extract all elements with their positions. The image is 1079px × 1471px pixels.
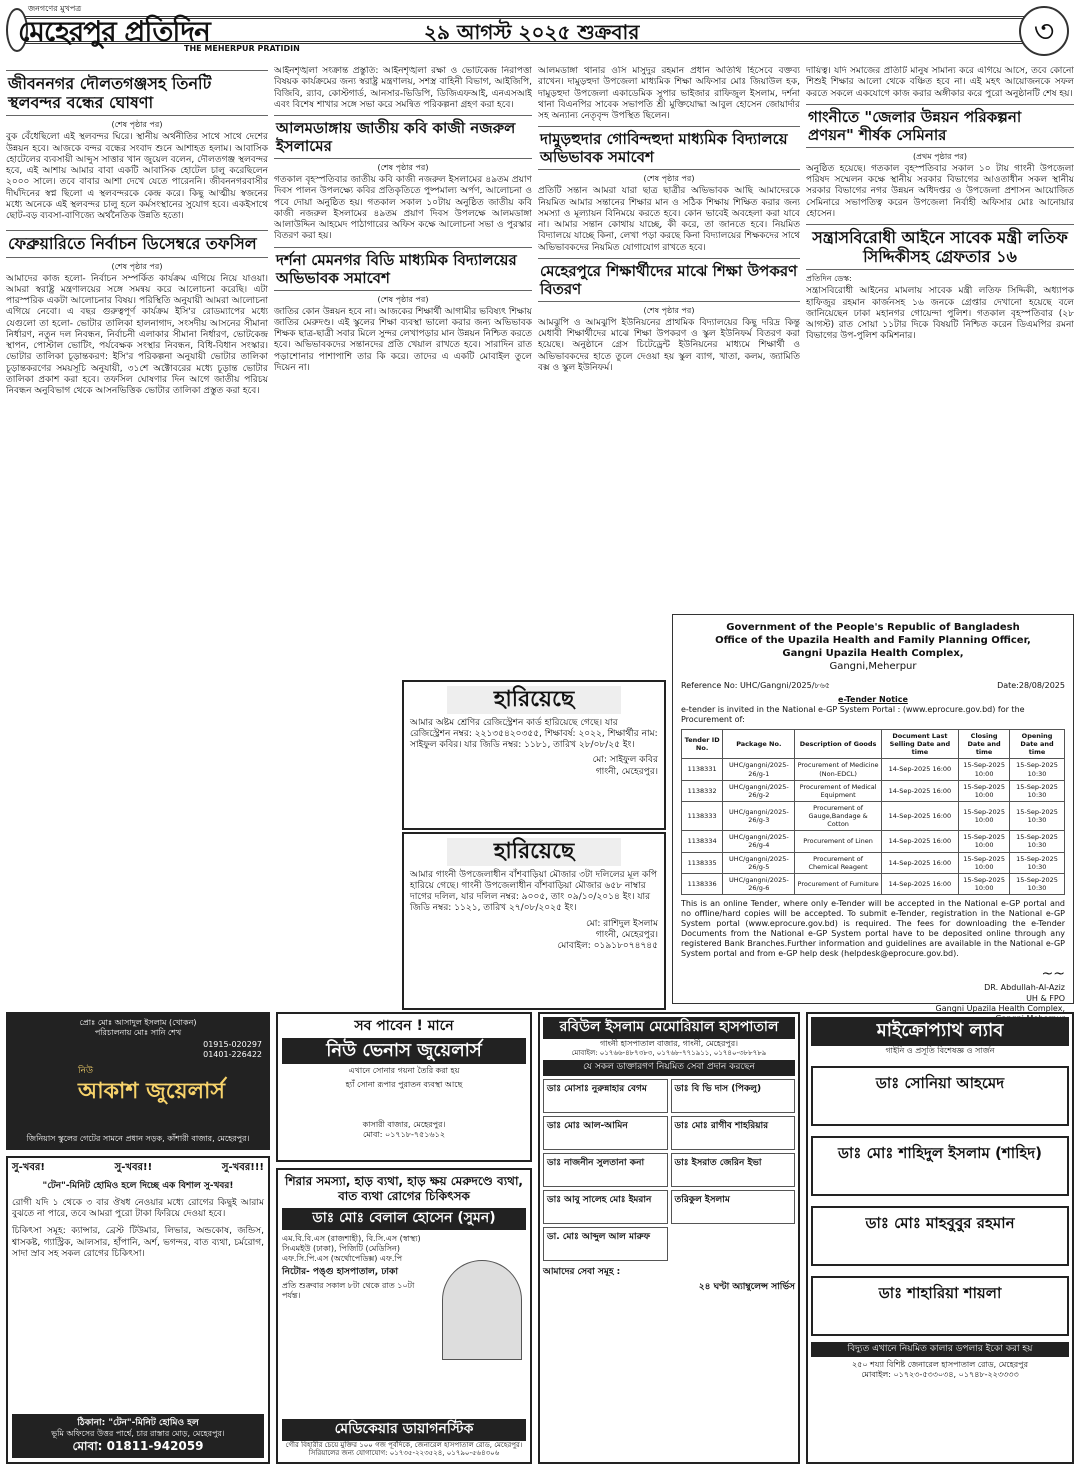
masthead: [4, 2, 1075, 60]
notice-date: Date:28/08/2025: [997, 681, 1065, 690]
article-body: প্রতিটি সন্তান আমরা যারা ছাত্র ছাত্রীর অভিভাবক আছি আমাদেরকে নিয়মিত আমার সন্তানের শিক্ষার মান ও সঠিক শিক্ষায় শিক্ষিত করার জন্য সমস্যা ও মূল্যায়ন বিনিময়ে করতে হবে। কোন ভাবেই অবহেলা করা যাবে না। আমার সন্তান কোথায় যাচ্ছে, কী করে, তা জানতে হবে। নিয়মিত বিদ্যালয়ে যাচ্ছে কিনা, লেখা পড়া করছে কিনা বিদ্যালয়ের শিক্ষকদের সাথে অভিভাবকদের নিয়মিত যোগাযোগ রাখতে হবে।: [538, 186, 800, 253]
headline-darshana-school[interactable]: দর্শনা মেমনগর বিডি মাধ্যমিক বিদ্যালয়ের অভিভাবক সমাবেশ: [274, 247, 532, 291]
table-row: [682, 831, 1065, 852]
article-body: সন্ত্রাসবিরোধী আইনের মামলায় সাবেক মন্ত্রী লতিফ সিদ্দিকী, অধ্যাপক হাফিজুর রহমান কার্জনসহ ১৬ জনকে গ্রেপ্তার দেখানো হয়েছে বলে জানিয়েছেন ঢাকা মহানগর গোয়েন্দা পুলিশ। গতকাল বৃহস্পতিবার (২৮ আগস্ট) রাত সোয়া ১১টার দিকে বিষয়টি নিশ্চিত করেন ডিএমপির রমনা বিভাগের উপ-পুলিশ কমিশনার।: [806, 286, 1074, 342]
lost-signer: মো: সাইফুল কবির: [592, 755, 658, 766]
complex-title: Gangni Upazila Health Complex,: [782, 648, 964, 659]
table-cell: 14-Sep-2025 16:00: [881, 852, 958, 873]
article-body: বুক বেঁধেছিলো এই স্থলবন্দর ঘিরে। স্থানীয় অর্থনীতির সাথে সাথে দেশের উন্নয়ন হবে। আজকে বন্দর বন্ধের সংবাদ শুনে আশাহত হলাম। আবাসিক হোটেলের ব্যবসায়ী আব্দুস সাত্তার খান জুয়েল বলেন, দৌলতগঞ্জ স্থলবন্দর হবে, এই আশায় আমার বাবা একটি আবাসিক হোটেল চালু করেছিলেন ২০০০ সালে। তবে বাবার আশা দেখে যেতে পারেননি। জীবননগরবাসীর দীর্ঘদিনের স্বপ্ন ছিলো এ স্থলবন্দরকে কেন্দ্র করে। কিছু আত্মীয় স্বজনের মধ্যে অনেকে এই স্থলবন্দর চালু হলে কর্মসংস্থানের সুযোগ হবে। একইসাথে ছোট-বড় ব্যবসা-বাণিজ্যে অর্থনৈতিক উন্নতি হতো।: [6, 132, 268, 222]
continued-note: (শেষ পৃষ্ঠার পর): [111, 120, 163, 130]
gov-title: Government of the People's Republic of Bangladesh: [726, 622, 1020, 633]
ad-phone-1: 01915-020297: [203, 1040, 262, 1049]
ad-lab-sub: গাইনি ও প্রসূতি বিশেষজ্ঞ ও সার্জন: [885, 1045, 995, 1055]
table-row: [682, 759, 1065, 780]
office-title: Office of the Upazila Health and Family Planning Officer,: [715, 635, 1031, 646]
ad-doctor-card: ডা. মোঃ আব্দুল আল মারুফ: [543, 1227, 668, 1261]
tender-table: [681, 729, 1065, 895]
ad-good-news-2: সু-খবর!!: [114, 1162, 153, 1173]
ad-lab-doctors: [811, 1066, 1069, 1336]
table-cell: UHC/gangni/2025-26/g-2: [723, 780, 795, 801]
table-cell: Procurement of Gauge,Bandage & Cotton: [795, 801, 881, 830]
lost-title: হারিয়েছে: [447, 686, 621, 714]
ad-doctor-card: ডাঃ মোসাঃ নুরুন্নাহার বেগম: [543, 1079, 668, 1113]
ad-doctor-card: ডাঃ মোঃ রাগীব শাহরিয়ার: [671, 1116, 796, 1150]
notice-footer: This is an online Tender, where only e-Tender will be accepted in the National e-GP portal and no offline/hard copies will be accepted. To submit e-Tender, registration in the National e-GP System portal (www.eprocure.gov.bd) is required. The fees for downloading the e-Tender Documents from the National e-GP System portal have to be deposited online through any registered Bank Branches.Further information and guidelines are available in the National e-GP System portal and from e-GP help desk (helpdesk@eprocure.gov.bd).: [681, 899, 1065, 958]
ad-doctor-card: ডাঃ মোঃ আল-আমিন: [543, 1116, 668, 1150]
continued-note: (প্রথম পৃষ্ঠার পর): [912, 151, 968, 161]
table-row: [682, 873, 1065, 894]
headline-election[interactable]: ফেব্রুয়ারিতে নির্বাচন ডিসেম্বরে তফসিল: [6, 230, 268, 257]
ad-contact: মোবা: ০১৭১৮-৭৫১৬১২: [362, 1130, 446, 1139]
table-cell: 15-Sep-2025 10:30: [1010, 759, 1065, 780]
table-cell: Procurement of Furniture: [795, 873, 881, 894]
table-header-row: [682, 730, 1065, 759]
signature-mark: ~~: [1041, 966, 1065, 982]
article-body: আলমডাঙ্গা থানার ওসি মাসুদুর রহমান প্রধান অতিথি হিসেবে বক্তব্য রাখেন। দামুড়হুদা উপজেলা মাধ্যমিক শিক্ষা অফিসার মোঃ জিয়াউল হক, দামুড়হুদা উপজেলা একাডেমিক সুপার ভাইজার রাফিজুল ইসলাম, দর্শনা থানা বিএনপির সাবেক সভাপতি শ্রী মুক্তিযোদ্ধা আবুল হোসেন জোয়ার্দার সহ অন্যান্য নেতৃবৃন্দ উপস্থিত ছিলেন।: [538, 66, 800, 121]
desk-note: প্রতিদিন ডেস্ক:: [806, 274, 852, 284]
ad-phone: মোবা: 01811-942059: [72, 1439, 204, 1453]
ad-lab-doctor: ডাঃ শাহারিয়া শায়লা: [811, 1276, 1069, 1336]
table-cell: 15-Sep-2025 10:00: [959, 759, 1010, 780]
article-body: আইনশৃঙ্খলা সংক্রান্ত প্রস্তুতি: আইনশৃঙ্খলা রক্ষা ও ভোটকেন্দ্র নিরাপত্তা বিষয়ক কার্যক্রমের জন্য স্বরাষ্ট্র মন্ত্রণালয়, সশস্ত্র বাহিনী বিভাগ, আইজিপি, বিজিবি, র‍্যাব, কোস্টগার্ড, আনসার-ভিডিপি, ডিজিএফআই, এনএসআই এবং বিশেষ শাখার সঙ্গে সভা করে সমন্বিত পরিকল্পনা গ্রহণ করা হবে।: [274, 66, 532, 110]
ad-doctor-card: ডাঃ আবু সালেহ মোঃ ইমরান: [543, 1190, 668, 1224]
ad-line-1: এখানে সোনার গয়না তৈরি করা হয়: [348, 1066, 460, 1075]
ad-degrees: এম.বি.বি.এস (রাজশাহী), বি.সি.এস (স্বাস্থ্য) সিএমইউ (ঢাকা), পিজিটি (মেডিসিন) এফ.সি.পি.এস (অর্থোপেডিক্স) এফ.পি: [282, 1233, 421, 1263]
continued-note: (শেষ পৃষ্ঠার পর): [643, 305, 695, 315]
ad-lab-footer: ২৫০ শয্যা বিশিষ্ট জেনারেল হাসপাতাল রোড, মেহেরপুর: [851, 1359, 1029, 1369]
ad-headline: শিরার সমস্যা, হাড় ব্যথা, হাড় ক্ষয় মেরুদণ্ডে ব্যথা, বাত ব্যথা রোগের চিকিৎসক: [285, 1174, 523, 1203]
table-cell: 1138332: [682, 780, 723, 801]
headline-nazrul[interactable]: আলমডাঙ্গায় জাতীয় কবি কাজী নজরুল ইসলামের: [274, 115, 532, 159]
lost-place: গাংনী, মেহেরপুর।: [595, 766, 658, 777]
ad-good-news-1: সু-খবর!: [12, 1162, 45, 1173]
ad-clinic: মেডিকেয়ার ডায়াগনস্টিক: [282, 1419, 526, 1441]
ad-body: রোগী যদি ১ থেকে ৩ বার ঔষধ নেওয়ার মধ্যে রোগের কিছুই আরাম বুঝতে না পারে, তবে আমরা পুরো টাকা ফিরিয়ে দেওয়া হবে।: [12, 1197, 264, 1219]
table-cell: UHC/gangni/2025-26/g-1: [723, 759, 795, 780]
ad-top: সব পাবেন ! মানে: [354, 1018, 454, 1034]
ad-sub: পরিচালনায় মোঃ সানি শেখ: [94, 1028, 182, 1037]
table-header-cell: Opening Date and time: [1010, 730, 1065, 759]
continued-note: (শেষ পৃষ্ঠার পর): [643, 174, 695, 184]
ad-lab-doctor: ডাঃ মোঃ মাহবুবুর রহমান: [811, 1206, 1069, 1266]
ad-services-title: আমাদের সেবা সমূহ :: [543, 1266, 621, 1277]
table-cell: Procurement of Medical Equipment: [795, 780, 881, 801]
ad-hospital-address: গাংনী হাসপাতাল বাজার, গাংনী, মেহেরপুর।: [599, 1038, 739, 1048]
lost-body: আমার গাংনী উপজেলাধীন বাঁশবাড়িয়া মৌজার ৩টা দলিলের মূল কপি হারিয়ে গেছে। গাংনী উপজেলাধীন বাঁশবাড়িয়া মৌজার ৬৫৮ নাম্বার দাগের দলিল, যার দলিল নম্বর: ৯০০৫, তাং ০৯/১০/২০১৪ ইং। যার জিডি নম্বর: ১১২১, তারিখ ২৭/০৮/২০২৫ ইং।: [410, 869, 658, 914]
ad-line-2: হ্যাঁ সোনা রূপার পুরাতন ব্যবস্থা আছে: [345, 1080, 463, 1089]
table-cell: UHC/gangni/2025-26/g-3: [723, 801, 795, 830]
table-body: [682, 759, 1065, 895]
article-body: দায়িত্ব। যদি সমাজের প্রতিটি মানুষ সামান্য করে এগিয়ে আসে, তবে কোনো শিশুই শিক্ষার আলো থেকে বঞ্চিত হবে না। এই মহৎ আয়োজনকে সফল করতে সকলে একযোগে কাজ করার অঙ্গীকার করে পুরো অনুষ্ঠানটি শেষ হয়।: [806, 66, 1074, 99]
doctor-photo: [442, 1260, 522, 1360]
headline-education-materials[interactable]: মেহেরপুরে শিক্ষার্থীদের মাঝে শিক্ষা উপকরণ বিতরণ: [538, 258, 800, 302]
column-3: [538, 66, 800, 606]
town-title: Gangni,Meherpur: [829, 661, 917, 672]
ad-lab-doctor: ডাঃ সোনিয়া আহমেদ: [811, 1066, 1069, 1126]
ad-good-news-3: সু-খবর!!!: [221, 1162, 264, 1173]
headline-arrest[interactable]: সন্ত্রাসবিরোধী আইনে সাবেক মন্ত্রী লতিফ সিদ্দিকীসহ গ্রেফতার ১৬: [806, 224, 1074, 270]
ad-address: জিনিয়াস স্কুলের গেটের সামনে প্রধান সড়ক, কাঁশারী বাজার, মেহেরপুর।: [26, 1134, 250, 1143]
ad-doctor-card: ডাঃ ইসরাত জেরিন ইভা: [671, 1153, 796, 1187]
reference-number: Reference No: UHC/Gangni/2025/৮৬৫: [681, 681, 830, 690]
ad-phone-2: 01401-226422: [203, 1050, 262, 1059]
ad-hospital-phone: মোবাইল: ০১৭৬৬-৪৮৭৩৮৩, ০১৭৬৮-৭৭১৯১১, ০১৭৪০-৩৮৮৭৮৯: [571, 1048, 767, 1057]
table-cell: 15-Sep-2025 10:00: [959, 873, 1010, 894]
ad-lab-name: মাইক্রোপ্যাথ ল্যাব: [811, 1017, 1069, 1046]
table-cell: 14-Sep-2025 16:00: [881, 831, 958, 852]
lost-place: গাংনী, মেহেরপুর।: [595, 929, 658, 940]
table-header-cell: Document Last Selling Date and time: [881, 730, 958, 759]
article-body: অনুষ্ঠিত হয়েছে। গতকাল বৃহস্পতিবার সকাল ১০ টায় গাংনী উপজেলা পরিষদ সম্মেলন কক্ষে স্থানীয় সরকার বিভাগের আওতাধীন সকল স্থানীয় সরকার বিভাগের নগর উন্নয়ন অধিদপ্তর ও উপজেলা প্রশাসন আয়োজিত সেমিনারে সভাপতিত্ব করেন উপজেলা নির্বাহী অফিসার মোঃ আনোয়ার হোসেন।: [806, 163, 1074, 219]
ad-time: প্রতি শুক্রবার সকাল ৮টা থেকে রাত ১০টা পর্যন্ত।: [282, 1280, 415, 1300]
ad-venus-jewellers: [276, 1012, 532, 1162]
continued-note: (শেষ পৃষ্ঠার পর): [111, 261, 163, 271]
table-header-cell: Closing Date and time: [959, 730, 1010, 759]
lost-title: হারিয়েছে: [447, 838, 621, 866]
table-cell: 15-Sep-2025 10:00: [959, 852, 1010, 873]
table-header-cell: Tender ID No.: [682, 730, 723, 759]
ad-micropath-lab: [806, 1012, 1074, 1464]
ad-address-title: ঠিকানা: "টেন"-মিনিট হোমিও হল: [77, 1417, 199, 1428]
table-cell: Procurement of Medicine (Non-EDCL): [795, 759, 881, 780]
table-cell: Procurement of Linen: [795, 831, 881, 852]
ad-doctor-name: ডাঃ মোঃ বেলাল হোসেন (সুমন): [282, 1208, 526, 1230]
ad-doctor-card: তরিকুল ইসলাম: [671, 1190, 796, 1224]
table-row: [682, 780, 1065, 801]
tender-notice: [672, 614, 1074, 1013]
column-4: [806, 66, 1074, 606]
ad-lab-banner: বিদ্যুত এখানে নিয়মিত কালার ডপলার ইকো করা হয়: [811, 1342, 1069, 1357]
ad-hospital-banner: যে সকল ডাক্তারগণ নিয়মিত সেবা প্রদান করছেন: [543, 1060, 795, 1075]
ad-address: কাসারী বাজার, মেহেরপুর।: [362, 1120, 446, 1129]
ad-homeo: [6, 1156, 270, 1464]
table-cell: UHC/gangni/2025-26/g-4: [723, 831, 795, 852]
signer-title: UH & FPO: [1026, 993, 1065, 1003]
table-cell: 1138335: [682, 852, 723, 873]
table-cell: 14-Sep-2025 16:00: [881, 780, 958, 801]
ad-ambulance: ২৪ ঘণ্টা অ্যাম্বুলেন্স সার্ভিস: [698, 1281, 795, 1292]
headline-land-ports[interactable]: জীবননগর দৌলতগঞ্জসহ তিনটি স্থলবন্দর বন্ধের ঘোষণা: [6, 70, 268, 116]
table-cell: 15-Sep-2025 10:00: [959, 831, 1010, 852]
newspaper-logo-en: THE MEHERPUR PRATIDIN: [184, 44, 300, 53]
notice-intro: e-tender is invited in the National e-GP System Portal : (www.eprocure.gov.bd) for the Procurement of:: [681, 705, 1025, 724]
lost-notice-2: [402, 832, 666, 1010]
ad-robiul-hospital: [538, 1012, 800, 1464]
article-body: আমাদের কাজ হলো- নির্বাচন সম্পর্কিত কার্যক্রম এগিয়ে নিয়ে যাওয়া। আমরা স্বরাষ্ট্র মন্ত্রণালয়ের সঙ্গে সমন্বয় করে আলোচনা করেছি। এটা পারস্পরিক একটা আলোচনার বিষয়। পরিস্থিতি অনুযায়ী আমরা আলোচনা এগিয়ে নেবো। এ বছর গুরুত্বপূর্ণ কার্যক্রম ইসি'র রোডম্যাপের মধ্যে যেগুলো তা হলো- ভোটার তালিকা হালনাগাদ, সংসদীয় আসনের সীমানা নির্ধারণ, নতুন দল নিবন্ধন, নির্বাচনী এলাকার সীমানা নির্ধারণ, ভোটকেন্দ্র স্থাপন, পোস্টাল ভোটিং, পর্যবেক্ষক সংস্থার নিবন্ধন, বিধি-বিধান সংস্কার। ভোটার তালিকা চূড়ান্তকরণ: ইসি'র পরিকল্পনা অনুযায়ী ভোটার তালিকা চূড়ান্তকরণের সময়সূচি অনুযায়ী, ৩১শে অক্টোবরের মধ্যে চূড়ান্ত ভোটার তালিকা প্রকাশ করা হবে। তফসিল ঘোষণার দিন আগে জাতীয় পরিচয় নিবন্ধন অনুবিভাগ থেকে আসনভিত্তিক ভোটার তালিকা প্রস্তুত করা হবে।: [6, 273, 268, 397]
table-cell: 14-Sep-2025 16:00: [881, 801, 958, 830]
ad-doctor-card: ডাঃ বি ভি দাস (পিকলু): [671, 1079, 796, 1113]
table-cell: UHC/gangni/2025-26/g-5: [723, 852, 795, 873]
ad-doctor-belal: [276, 1168, 532, 1464]
continued-note: (শেষ পৃষ্ঠার পর): [377, 163, 429, 172]
table-cell: 1138333: [682, 801, 723, 830]
notice-title: e-Tender Notice: [838, 695, 908, 704]
ad-owner: প্রোঃ মোঃ আসাদুল ইসলাম (খোকন): [79, 1018, 197, 1027]
table-cell: 1138334: [682, 831, 723, 852]
headline-gobindahuda-school[interactable]: দামুড়হুদার গোবিন্দহুদা মাধ্যমিক বিদ্যালয়ে অভিভাবক সমাবেশ: [538, 126, 800, 170]
lost-phone: মোবাইল: ০১৯১৮০৭৪৭৪৫: [557, 941, 658, 951]
table-cell: 14-Sep-2025 16:00: [881, 759, 958, 780]
ad-shop-name: আকাশ জুয়েলার্স: [78, 1079, 225, 1104]
ad-address: ভূমি অফিসের উত্তর পার্শ্বে, চার রাস্তার মোড়, মেহেরপুর।: [51, 1429, 225, 1438]
table-cell: 15-Sep-2025 10:30: [1010, 801, 1065, 830]
ad-treatment: চিকিৎসা সমূহ: ক্যান্সার, ব্রেস্ট টিউমার, লিভার, অন্ডকোষ, জন্ডিস, শ্বাসকষ্ট, গ্যাস্ট্রিক, আলসার, হাঁপানি, অর্শ, ভগন্দর, বাত ব্যথা, চর্মরোগ, সাদা স্রাব সহ সকল রোগের চিকিৎসা।: [12, 1226, 264, 1259]
column-1: [6, 66, 268, 986]
article-body: জাতির কোন উন্নয়ন হবে না। আজকের শিক্ষার্থী আগামীর ভবিষ্যৎ শিক্ষায় জাতির মেরুদণ্ড। এই স্কুলের শিক্ষা ব্যবস্থা ভালো করার জন্য অভিভাবক শিক্ষক ছাত্র-ছাত্রী সবার মিলে সুন্দর লেখাপড়ার মান উন্নয়ন নিশ্চিত করতে হবে। অভিভাবকদের সন্তানদের প্রতি খেয়াল রাখতে হবে। সারাদিন রাত পড়াশোনার পাশাপাশি তার কি করে। তাদের এ একটি মোবাইল তুলে দিয়েন না।: [274, 306, 532, 373]
ad-clinic-address: গৌর বিহারীর চেয়ে মুক্তির ১০০ গজ পূর্বদিকে, জেনারেল হাসপাতাল রোড, মেহেরপুর।: [285, 1440, 523, 1449]
ad-doctor-card: ডাঃ নাজনীন সুলতানা কনা: [543, 1153, 668, 1187]
ad-new: নিউ: [78, 1066, 93, 1076]
lost-body: আমার অষ্টম শ্রেণির রেজিস্ট্রেশন কার্ড হারিয়েছে গেছে। যার রেজিস্ট্রেশন নম্বর: ২২১৩৫৪২০৩৫৫, শিক্ষাবর্ষ: ২০২২, শিক্ষার্থীর নাম: সাইফুল কবির। যার জিডি নম্বর: ১১৮১, তারিখ ২৮/০৮/২৫ ইং।: [410, 717, 658, 750]
table-header-cell: Package No.: [723, 730, 795, 759]
table-cell: 15-Sep-2025 10:30: [1010, 873, 1065, 894]
table-cell: 15-Sep-2025 10:30: [1010, 831, 1065, 852]
ad-serial: সিরিয়ালের জন্য যোগাযোগ: ০১৭৩৫-২২৩৫২৪, ০১৭৯০-৫৬৪৩০৬: [308, 1449, 500, 1458]
lost-signer: মো: রাশিদুল ইসলাম: [586, 918, 658, 929]
ad-hospital: নিটোর- পঙ্গু হাসপাতাল, ঢাকা: [282, 1266, 398, 1277]
table-header-cell: Description of Goods: [795, 730, 881, 759]
table-cell: 15-Sep-2025 10:00: [959, 801, 1010, 830]
continued-note: (শেষ পৃষ্ঠার পর): [377, 294, 429, 304]
newspaper-logo: মেহেরপুর প্রতিদিন: [18, 15, 210, 48]
article-body: আমঝুপি ও আমঝুপি ইউনিয়নের প্রাথমিক বিদ্যালয়ের কিছু দরিদ্র কিন্তু মেধাবী শিক্ষার্থীদের মাঝে শিক্ষা উপকরণ ও স্কুল ইউনিফর্ম বিতরণ করা হয়েছে। অনুষ্ঠানে গ্রেস চিটেড্রেন্ট ইউনিয়নের মাধ্যমে শিক্ষার্থী ও অভিভাবকদের হাতে তুলে দেওয়া হয় স্কুল ব্যাগ, খাতা, কলম, জ্যামিতি বক্স ও স্কুল ইউনিফর্ম।: [538, 317, 800, 373]
lost-notice-1: [402, 680, 666, 830]
article-body: গতকাল বৃহস্পতিবার জাতীয় কবি কাজী নজরুল ইসলামের ৪৯তম প্রয়াণ দিবস পালন উপলক্ষ্যে কবির প্রতিকৃতিতে পুষ্পমাল্য অর্পণ, আলোচনা ও পবে দোয়া অনুষ্ঠিত হয়। গতকাল সকাল ১০টায় অনুষ্ঠিত জাতীয় কবি কাজী নজরুল ইসলামের ৪৯তম প্রয়াণ দিবস উপলক্ষে আলমডাঙ্গা আলাউদ্দিন আহমেদ পাঠাগারের অফিস কক্ষে আলোচনা সভা ও পুরস্কার বিতরণ করা হয়।: [274, 175, 532, 242]
issue-date: ২৯ আগস্ট ২০২৫ শুক্রবার: [424, 20, 640, 44]
table-cell: 1138331: [682, 759, 723, 780]
ad-shop-name: নিউ ভেনাস জুয়েলার্স: [282, 1038, 526, 1065]
signer-name: DR. Abdullah-Al-Aziz: [984, 983, 1065, 993]
tagline: জনগণের মুখপত্র: [28, 4, 82, 13]
ad-hospital-name: রবিউল ইসলাম মেমোরিয়াল হাসপাতাল: [543, 1017, 795, 1039]
table-cell: UHC/gangni/2025-26/g-6: [723, 873, 795, 894]
table-row: [682, 852, 1065, 873]
table-row: [682, 801, 1065, 830]
ad-offer: "টেন"-মিনিট হোমিও হলে দিচ্ছে এক বিশাল সু-খবর!: [42, 1180, 234, 1191]
table-cell: Procurement of Chemical Reagent: [795, 852, 881, 873]
table-cell: 14-Sep-2025 16:00: [881, 873, 958, 894]
table-cell: 15-Sep-2025 10:30: [1010, 852, 1065, 873]
table-cell: 1138336: [682, 873, 723, 894]
signer-office: Gangni Upazila Health Complex,: [935, 1003, 1065, 1013]
headline-seminar[interactable]: গাংনীতে "জেলার উন্নয়ন পরিকল্পনা প্রণয়ন" শীর্ষক সেমিনার: [806, 104, 1074, 148]
ad-doctor-grid: [543, 1079, 795, 1261]
ad-lab-phone: মোবাইল: ০১৭২৩-৫৩৩০৩৪, ০১৭৪৮-২২৩৩৩৩: [861, 1369, 1019, 1379]
ad-akash-jewellers: [6, 1012, 270, 1150]
table-cell: 15-Sep-2025 10:30: [1010, 780, 1065, 801]
ad-lab-doctor: ডাঃ মোঃ শাহিদুল ইসলাম (শাহিদ): [811, 1136, 1069, 1196]
table-cell: 15-Sep-2025 10:00: [959, 780, 1010, 801]
page-number: ৩: [1019, 6, 1069, 56]
